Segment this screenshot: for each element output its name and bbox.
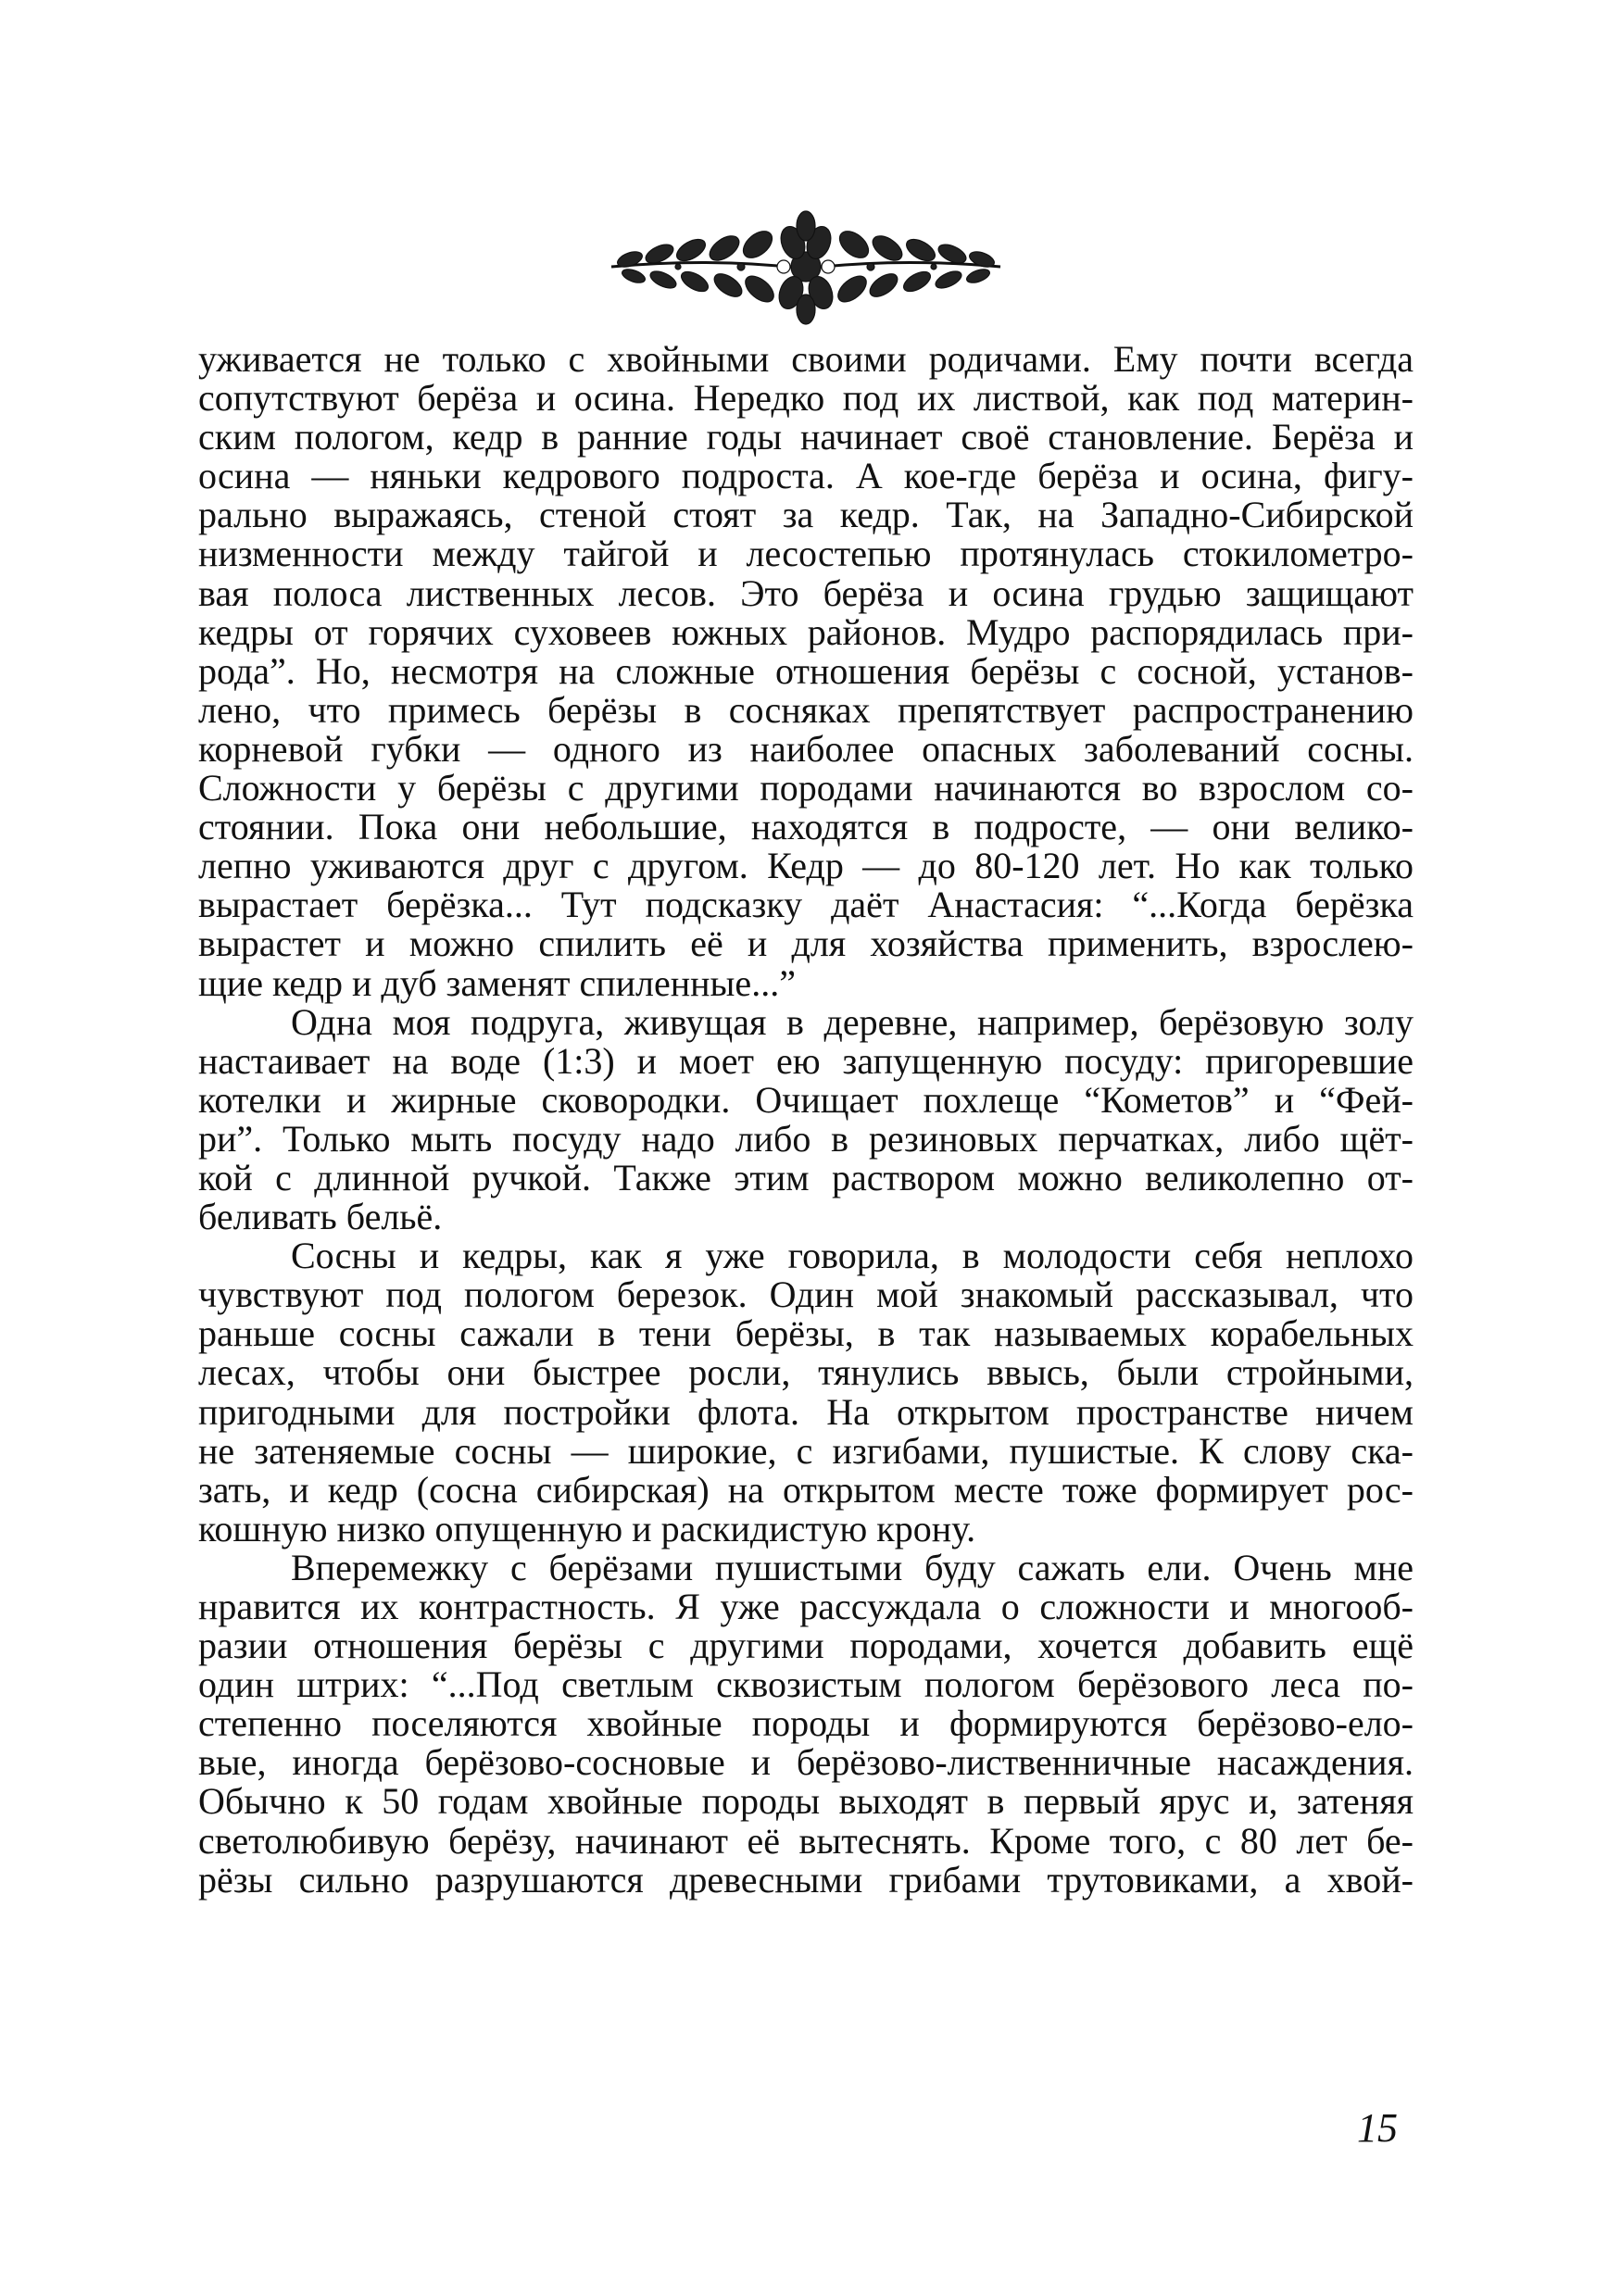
text-line: рода”. Но, несмотря на сложные отношения берёзы с сосной, установ-	[198, 649, 1414, 692]
text-line: Сосны и кедры, как я уже говорила, в молодости себя неплохо	[291, 1235, 1414, 1277]
text-line: беливать бельё.	[198, 1196, 443, 1238]
text-line: кедры от горячих суховеев южных районов. Мудро распорядилась при-	[198, 610, 1414, 653]
text-line: Обычно к 50 годам хвойные породы выходят в первый ярус и, затеняя	[198, 1780, 1414, 1823]
text-line: не затеняемые сосны — широкие, с изгибами, пушистые. К слову ска-	[198, 1429, 1414, 1472]
text-line: ри”. Только мыть посуду надо либо в резиновых перчатках, либо щёт-	[198, 1117, 1414, 1160]
body-text	[198, 340, 1414, 1900]
text-line: котелки и жирные сковородки. Очищает похлеще “Кометов” и “Фей-	[198, 1078, 1414, 1121]
leaf-garland-ornament-icon	[602, 202, 1010, 332]
text-line: кошную низко опущенную и раскидистую крону.	[198, 1507, 976, 1549]
text-line: сопутствуют берёза и осина. Нередко под их листвой, как под материн-	[198, 377, 1414, 420]
text-line: корневой губки — одного из наиболее опасных заболеваний сосны.	[198, 727, 1414, 770]
text-line: низменности между тайгой и лесостепью протянулась стокилометро-	[198, 533, 1414, 575]
text-line: стоянии. Пока они небольшие, находятся в подросте, — они велико-	[198, 806, 1414, 848]
paragraph	[198, 1236, 1414, 1549]
paragraph	[198, 340, 1414, 1003]
text-line: вырастает берёзка... Тут подсказку даёт Анастасия: “...Когда берёзка	[198, 884, 1414, 926]
text-line: чувствуют под пологом березок. Один мой знакомый рассказывал, что	[198, 1273, 1414, 1316]
text-line: ским пологом, кедр в ранние годы начинает своё становление. Берёза и	[198, 416, 1414, 458]
text-line: лесах, чтобы они быстрее росли, тянулись ввысь, были стройными,	[198, 1351, 1414, 1394]
text-line: уживается не только с хвойными своими родичами. Ему почти всегда	[198, 338, 1414, 380]
text-line: Сложности у берёзы с другими породами начинаются во взрослом со-	[198, 767, 1414, 809]
text-line: пригодными для постройки флота. На открытом пространстве ничем	[198, 1390, 1414, 1433]
text-line: Одна моя подруга, живущая в деревне, например, берёзовую золу	[291, 1000, 1414, 1043]
text-line: разии отношения берёзы с другими породами, хочется добавить ещё	[198, 1625, 1414, 1667]
text-line: вая полоса лиственных лесов. Это берёза и осина грудью защищают	[198, 571, 1414, 614]
text-line: светолюбивую берёзу, начинают её вытеснять. Кроме того, с 80 лет бе-	[198, 1819, 1414, 1862]
text-line: нравится их контрастность. Я уже рассуждала о сложности и многооб-	[198, 1586, 1414, 1627]
text-line: кой с длинной ручкой. Также этим раствором можно великолепно от-	[198, 1156, 1414, 1198]
text-line: раньше сосны сажали в тени берёзы, в так называемых корабельных	[198, 1312, 1414, 1355]
text-line: Вперемежку с берёзами пушистыми буду сажать ели. Очень мне	[291, 1546, 1414, 1588]
text-line: лено, что примесь берёзы в сосняках препятствует распространению	[198, 688, 1414, 731]
text-line: рёзы сильно разрушаются древесными грибами трутовиками, а хвой-	[198, 1858, 1414, 1901]
text-line: рально выражаясь, стеной стоят за кедр. Так, на Западно-Сибирской	[198, 494, 1414, 536]
text-line: лепно уживаются друг с другом. Кедр — до 80-120 лет. Но как только	[198, 845, 1414, 887]
text-line: вые, иногда берёзово-сосновые и берёзово-лиственничные насаждения.	[198, 1741, 1414, 1784]
text-line: осина — няньки кедрового подроста. А кое-где берёза и осина, фигу-	[198, 455, 1414, 497]
paragraph	[198, 1546, 1414, 1901]
text-line: степенно поселяются хвойные породы и формируются берёзово-ело-	[198, 1702, 1414, 1745]
paragraph	[198, 1000, 1414, 1238]
text-line: один штрих: “...Под светлым сквозистым пологом берёзового леса по-	[198, 1663, 1414, 1706]
text-line: настаивает на воде (1:3) и моет ею запущенную посуду: пригоревшие	[198, 1039, 1414, 1082]
page-number: 15	[1357, 2105, 1398, 2151]
text-line: зать, и кедр (сосна сибирская) на открытом месте тоже формирует рос-	[198, 1468, 1414, 1511]
text-line: щие кедр и дуб заменят спиленные...”	[198, 961, 796, 1004]
text-line: вырастет и можно спилить её и для хозяйства применить, взрослею-	[198, 922, 1414, 965]
